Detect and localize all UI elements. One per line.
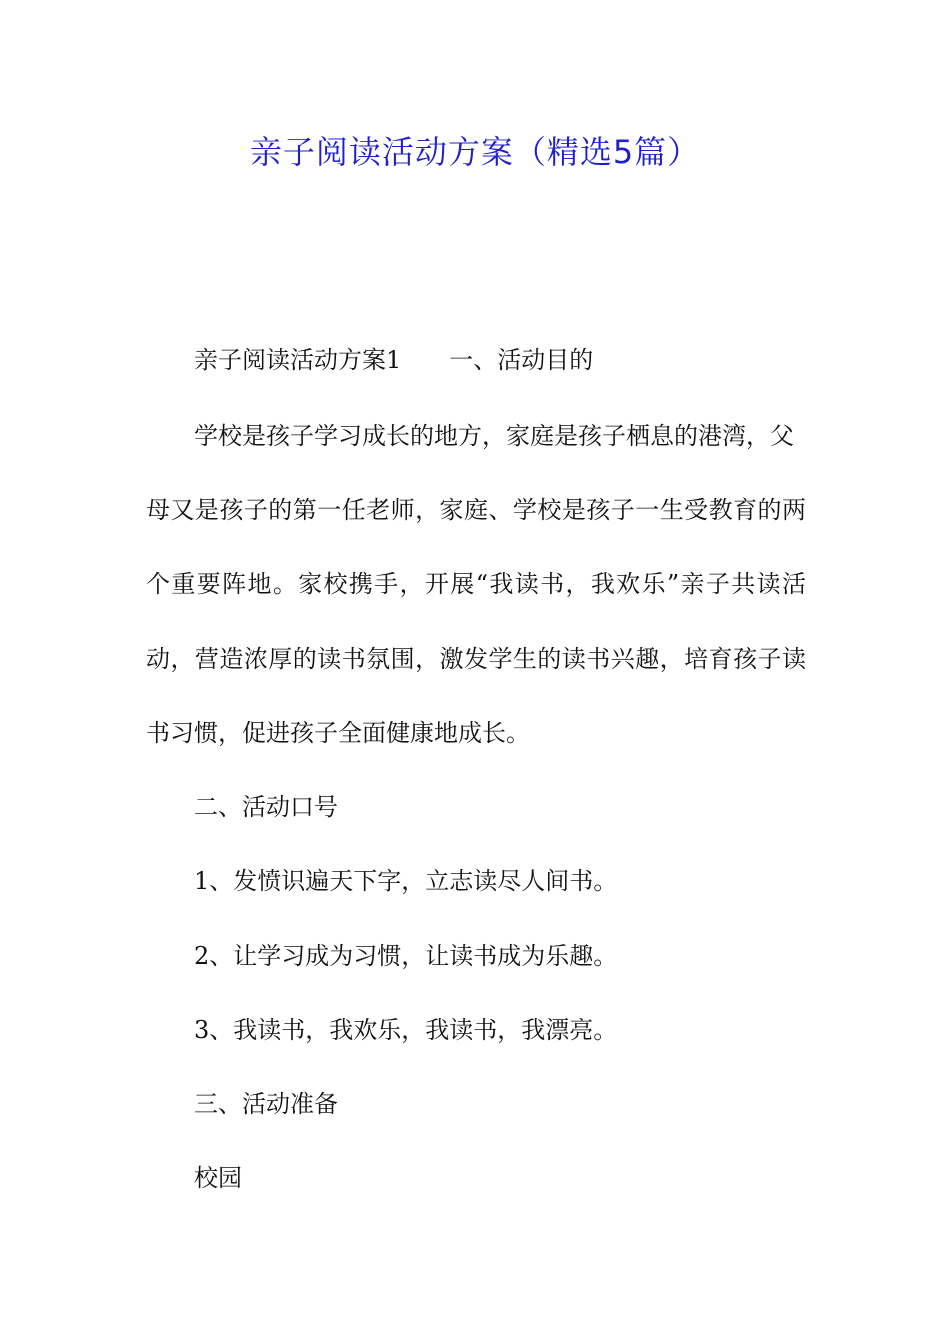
slogan-item: 2、让学习成为习惯，让读书成为乐趣。 bbox=[194, 942, 618, 970]
paragraph-line: 母又是孩子的第一任老师，家庭、学校是孩子一生受教育的两 bbox=[146, 496, 806, 524]
plan-heading-line: 亲子阅读活动方案1 一、活动目的 bbox=[194, 346, 594, 374]
section-heading: 三、活动准备 bbox=[194, 1090, 338, 1118]
paragraph-line: 学校是孩子学习成长的地方，家庭是孩子栖息的港湾，父 bbox=[194, 422, 794, 450]
paragraph-line: 个重要阵地。家校携手，开展“我读书，我欢乐”亲子共读活 bbox=[146, 570, 806, 598]
slogan-item: 3、我读书，我欢乐，我读书，我漂亮。 bbox=[194, 1016, 618, 1044]
paragraph-line: 书习惯，促进孩子全面健康地成长。 bbox=[146, 719, 530, 747]
document-title: 亲子阅读活动方案（精选5篇） bbox=[249, 133, 701, 171]
section-heading: 二、活动口号 bbox=[194, 793, 338, 821]
slogan-item: 1、发愤识遍天下字，立志读尽人间书。 bbox=[194, 867, 618, 895]
paragraph-line: 校园 bbox=[194, 1164, 242, 1192]
paragraph-line: 动，营造浓厚的读书氛围，激发学生的读书兴趣，培育孩子读 bbox=[146, 645, 806, 673]
